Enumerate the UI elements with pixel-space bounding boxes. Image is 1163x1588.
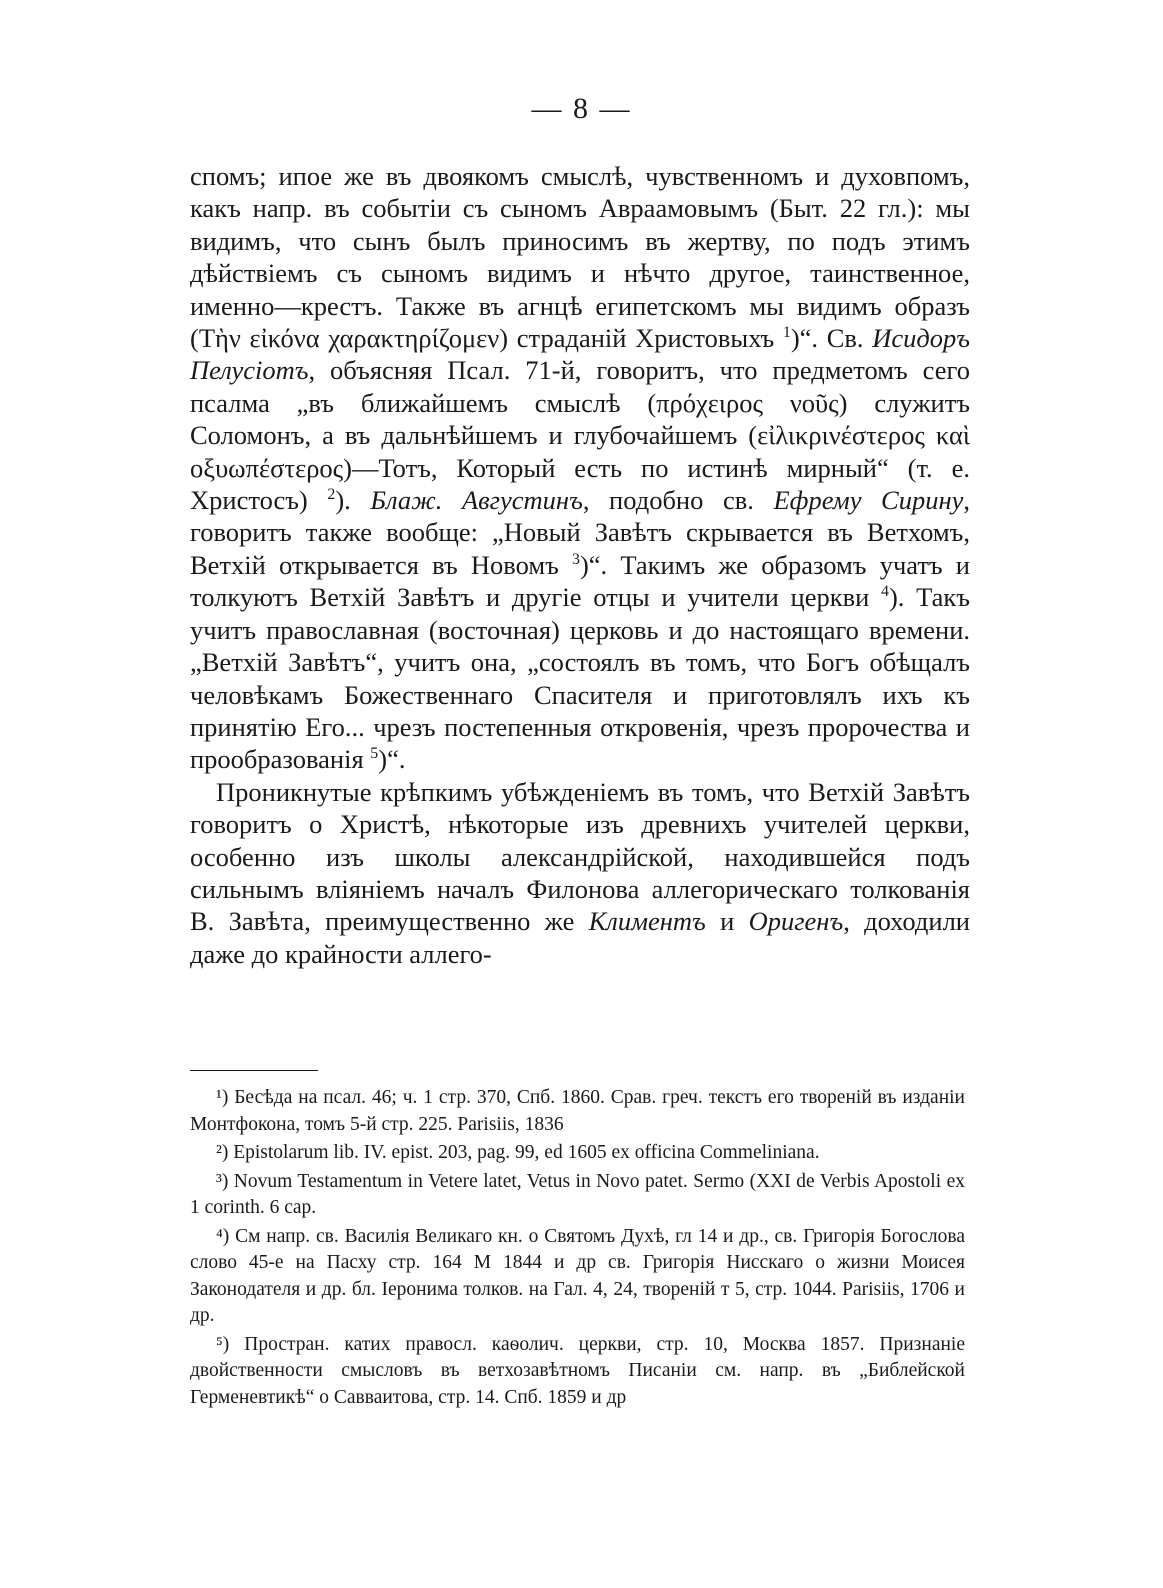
text-segment: Проникнутые крѣпкимъ убѣжденіемъ въ томъ, что Ветхій Завѣтъ говоритъ о Христѣ, нѣкоторые изъ древнихъ учителей церкви, особенно изъ школы александрійской, находившейся подъ сильнымъ вліяніемъ началъ Филонова аллегорическаго толкованія В. Завѣта, преимущественно же (190, 776, 970, 937)
footnote-5: ⁵) Простран. катих правосл. каѳолич. церкви, стр. 10, Москва 1857. Признаніе двойственности смысловъ въ ветхозавѣтномъ Писаніи см. напр. въ „Библейской Герменевтикѣ“ о Савваитова, стр. 14. Спб. 1859 и др (190, 1333, 965, 1408)
text-segment: . Такъ учитъ православная (восточная) церковь и до настоящаго времени. „Ветхій Завѣтъ“, учитъ она, „состоялъ въ томъ, что Богъ обѣщалъ человѣкамъ Божественнаго Спасителя и приготовлялъ ихъ къ принятію Его... чрезъ постепенныя откровенія, чрезъ пророчества и прообразованія (190, 582, 970, 775)
footnote-2: ²) Epistolarum lib. IV. epist. 203, pag. 99, ed 1605 ex officina Commeliniana. (216, 1142, 820, 1163)
text-segment: “. (387, 744, 406, 775)
footnote-ref-2: 2 (327, 486, 336, 504)
text-segment: “. Св. (799, 323, 873, 354)
footnote-4: ⁴) См напр. св. Василія Великаго кн. о Святомъ Духѣ, гл 14 и др., св. Григорія Богослова слово 45-е на Пасху стр. 164 М 1844 и др св. Григорія Нисскаго о жизни Моисея Законодателя и др. бл. Іеронима толков. на Гал. 4, 24, твореній т 5, стр. 1044. Parisiis, 1706 и др. (190, 1225, 965, 1326)
text-segment: и (705, 906, 749, 937)
text-segment: . (344, 485, 371, 516)
author-name: Блаж. Августинъ (370, 485, 583, 516)
footnote-ref-4: 4 (881, 583, 889, 601)
footnotes (190, 1085, 965, 1413)
paragraph-2 (190, 776, 970, 970)
footnote-ref-5: 5 (370, 745, 379, 763)
footnote-ref-1: 1 (782, 324, 791, 342)
footnote-3: ³) Novum Testamentum in Vetere latet, Vetus in Novo patet. Sermo (XXI de Verbis Apostoli ex 1 corinth. 6 cap. (190, 1170, 965, 1218)
page-number: — 8 — (531, 92, 632, 125)
text-segment: , подобно св. (582, 485, 774, 516)
footnote-separator (190, 1070, 318, 1071)
author-name: Исидоръ Пелусіотъ (190, 323, 970, 386)
main-text (190, 160, 970, 970)
text-segment: “. Такимъ же образомъ учатъ и толкуютъ Ветхій Завѣтъ и другіе отцы и учители церкви (190, 549, 970, 613)
paragraph-1: спомъ; ипое же въ двоякомъ смыслѣ, чувственномъ и духовпомъ, какъ напр. въ событіи съ сыномъ Авраамовымъ (Быт. 22 гл.): мы видимъ, что сынъ былъ приносимъ въ жертву, по подъ этимъ дѣйствіемъ съ сыномъ видимъ и нѣчто другое, таинственное, именно—крестъ. Также въ агнцѣ египетскомъ мы видимъ образъ (Τὴν εἰκόνα χαρακτηρίζομεν) страданій Христовыхъ $^1$)“. Св. Исидоръ Пелусіотъ, объясняя Псал. 71-й, говоритъ, что предметомъ сего псалма „въ ближайшемъ смыслѣ (πρόχειρος νοῦς) служитъ Соломонъ, а въ дальнѣйшемъ и глубочайшемъ (εἰλικρινέστερος καὶ οξυωπέστερος)—Тотъ, Который есть по истинѣ мирный“ (т. е. Христосъ) $^2$). Блаж. Августинъ, подобно св. Ефрему Сирину, говоритъ также вообще: „Новый Завѣтъ скрывается въ Ветхомъ, Ветхій открывается въ Новомъ $^3$)“. Такимъ же образомъ учатъ и толкуютъ Ветхій Завѣтъ и другіе отцы и учители церкви $^4$). Такъ учитъ православная (восточная) церковь и до настоящаго времени. „Ветхій Завѣтъ“, учитъ она, „состоялъ въ томъ, что Богъ обѣщалъ человѣкамъ Божественнаго Спасителя и приготовлялъ ихъ къ принятію Его... чрезъ постепенныя откровенія, чрезъ пророчества и прообразованія $^5$)“. (190, 161, 971, 775)
text-segment: , объясняя Псал. 71-й, говоритъ, что предметомъ сего псалма „въ ближайшемъ смыслѣ (πρόχειρος νοῦς) служитъ Соломонъ, а въ дальнѣйшемъ и глубочайшемъ (εἰλικρινέστερος καὶ οξυωπέστερος)—Тотъ, Который есть по истинѣ мирный“ (т. е. Христосъ) (190, 355, 970, 516)
text-segment: , говоритъ также вообще: „Новый Завѣтъ скрывается въ Ветхомъ, Ветхій открывается въ Новомъ (190, 485, 971, 580)
author-name: Ефрему Сирину (773, 485, 964, 516)
author-name: Климентъ (588, 906, 706, 937)
text-segment: спомъ; ипое же въ двоякомъ смыслѣ, чувственномъ и духовпомъ, какъ напр. въ событіи съ сыномъ Авраамовымъ (Быт. 22 гл.): мы видимъ, что сынъ былъ приносимъ въ жертву, по подъ этимъ дѣйствіемъ съ сыномъ видимъ и нѣчто другое, таинственное, именно—крестъ. Также въ агнцѣ египетскомъ мы видимъ образъ (Τὴν εἰκόνα χαρακτηρίζομεν) страданій Христовыхъ (190, 161, 970, 354)
author-name: Оригенъ (748, 906, 844, 937)
footnote-ref-3: 3 (571, 551, 580, 569)
text-segment: , доходили даже до крайности аллего- (190, 906, 970, 969)
footnote-1: ¹) Бесѣда на псал. 46; ч. 1 стр. 370, Спб. 1860. Срав. греч. текстъ его твореній въ изданіи Монтфокона, томъ 5-й стр. 225. Parisiis, 1836 (190, 1087, 965, 1135)
